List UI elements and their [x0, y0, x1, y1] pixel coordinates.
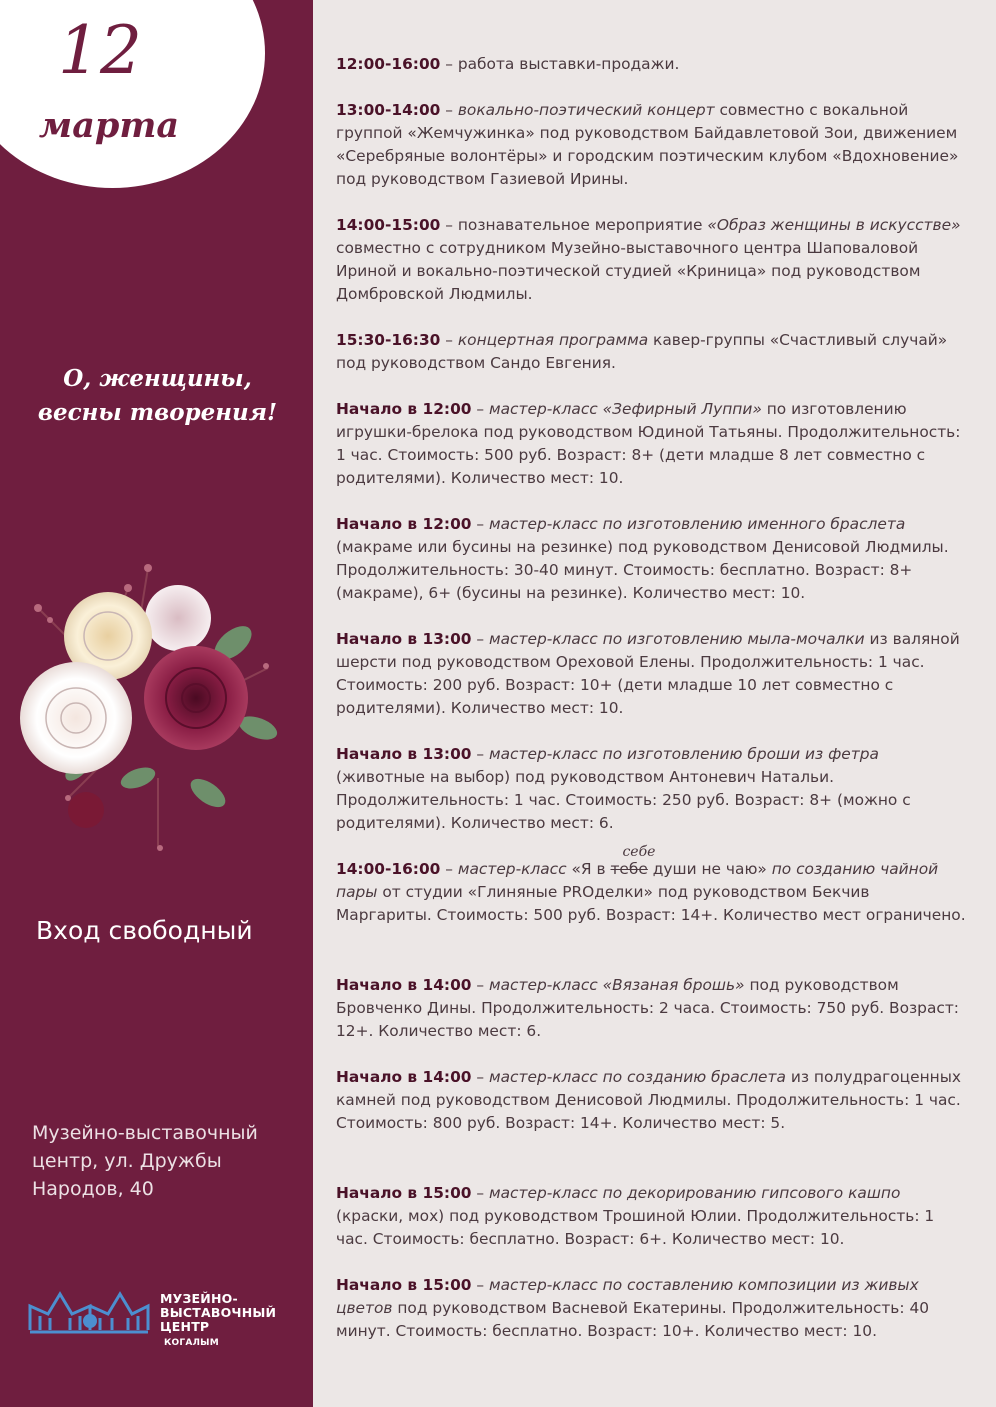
- address-line: Музейно-выставочный: [32, 1122, 258, 1144]
- address-line: Народов, 40: [32, 1178, 154, 1200]
- date-day: 12: [58, 12, 142, 89]
- schedule-item: Начало в 13:00 – мастер-класс по изготовлению броши из фетра (животные на выбор) под руководством Антоневич Натальи. Продолжительность: 1 час. Стоимость: 250 руб. Возраст: 8+ (можно с родителями). Количество мест: 6.: [336, 745, 911, 832]
- museum-building-icon: [28, 1290, 150, 1336]
- schedule: [313, 0, 996, 1407]
- schedule-item: Начало в 12:00 – мастер-класс по изготовлению именного браслета (макраме или бусины на резинке) под руководством Денисовой Людмилы. Продолжительность: 30-40 минут. Стоимость: бесплатно. Возраст: 8+ (макраме), 6+ (бусины на резинке). Количество мест: 10.: [336, 515, 949, 602]
- logo-line: ЦЕНТР: [160, 1319, 210, 1334]
- schedule-item: 15:30-16:30 – концертная программа кавер-группы «Счастливый случай» под руководством Сандо Евгения.: [336, 331, 948, 372]
- slogan: [15, 362, 300, 430]
- logo-city: КОГАЛЫМ: [164, 1338, 219, 1348]
- slogan-line: весны творения!: [37, 399, 278, 426]
- flower-bouquet-image: [8, 548, 298, 868]
- handwritten-correction: тебе себе: [610, 844, 656, 878]
- sidebar: [0, 0, 313, 1407]
- logo-line: МУЗЕЙНО-: [160, 1291, 238, 1306]
- schedule-item: Начало в 13:00 – мастер-класс по изготовлению мыла-мочалки из валяной шерсти под руководством Ореховой Елены. Продолжительность: 1 час. Стоимость: 200 руб. Возраст: 10+ (дети младше 10 лет совместно с родителями). Количество мест: 10.: [336, 630, 960, 717]
- schedule-item: Начало в 15:00 – мастер-класс по декорированию гипсового кашпо (краски, мох) под руководством Трошиной Юлии. Продолжительность: 1 час. Стоимость: бесплатно. Возраст: 6+. Количество мест: 10.: [336, 1184, 935, 1248]
- schedule-item: Начало в 14:00 – мастер-класс по созданию браслета из полудрагоценных камней под руководством Денисовой Людмилы. Продолжительность: 1 час. Стоимость: 800 руб. Возраст: 14+. Количество мест: 5.: [336, 1068, 961, 1132]
- museum-logo: [28, 1290, 298, 1348]
- entry-note: Вход свободный: [36, 916, 253, 945]
- schedule-item: Начало в 14:00 – мастер-класс «Вязаная брошь» под руководством Бровченко Дины. Продолжительность: 2 часа. Стоимость: 750 руб. Возраст: 12+. Количество мест: 6.: [336, 976, 959, 1040]
- logo-line: ВЫСТАВОЧНЫЙ: [160, 1305, 277, 1320]
- schedule-item: 14:00-16:00 – мастер-класс «Я в тебе себе души не чаю» по созданию чайной пары от студии «Глиняные PROделки» под руководством Бекчив Маргариты. Стоимость: 500 руб. Возраст: 14+. Количество мест ограничено.: [336, 844, 966, 924]
- schedule-item: Начало в 12:00 – мастер-класс «Зефирный Луппи» по изготовлению игрушки-брелока под руководством Юдиной Татьяны. Продолжительность: 1 час. Стоимость: 500 руб. Возраст: 8+ (дети младше 8 лет совместно с родителями). Количество мест: 10.: [336, 400, 961, 487]
- schedule-item: 14:00-15:00 – познавательное мероприятие «Образ женщины в искусстве» совместно с сотрудником Музейно-выставочного центра Шаповаловой Ириной и вокально-поэтической студией «Криница» под руководством Домбровской Людмилы.: [336, 216, 961, 303]
- schedule-item: Начало в 15:00 – мастер-класс по составлению композиции из живых цветов под руководством Васневой Екатерины. Продолжительность: 40 минут. Стоимость: бесплатно. Возраст: 10+. Количество мест: 10.: [336, 1276, 930, 1340]
- schedule-item: 13:00-14:00 – вокально-поэтический концерт совместно с вокальной группой «Жемчужинка» под руководством Байдавлетовой Зои, движением «Серебряные волонтёры» и городским поэтическим клубом «Вдохновение» под руководством Газиевой Ирины.: [336, 101, 959, 188]
- venue-address: [32, 1119, 302, 1203]
- date-month: марта: [38, 105, 180, 146]
- address-line: центр, ул. Дружбы: [32, 1150, 222, 1172]
- logo-text: [160, 1292, 276, 1350]
- schedule-item: 12:00-16:00 – работа выставки-продажи.: [336, 55, 680, 73]
- slogan-line: О, женщины,: [63, 365, 252, 392]
